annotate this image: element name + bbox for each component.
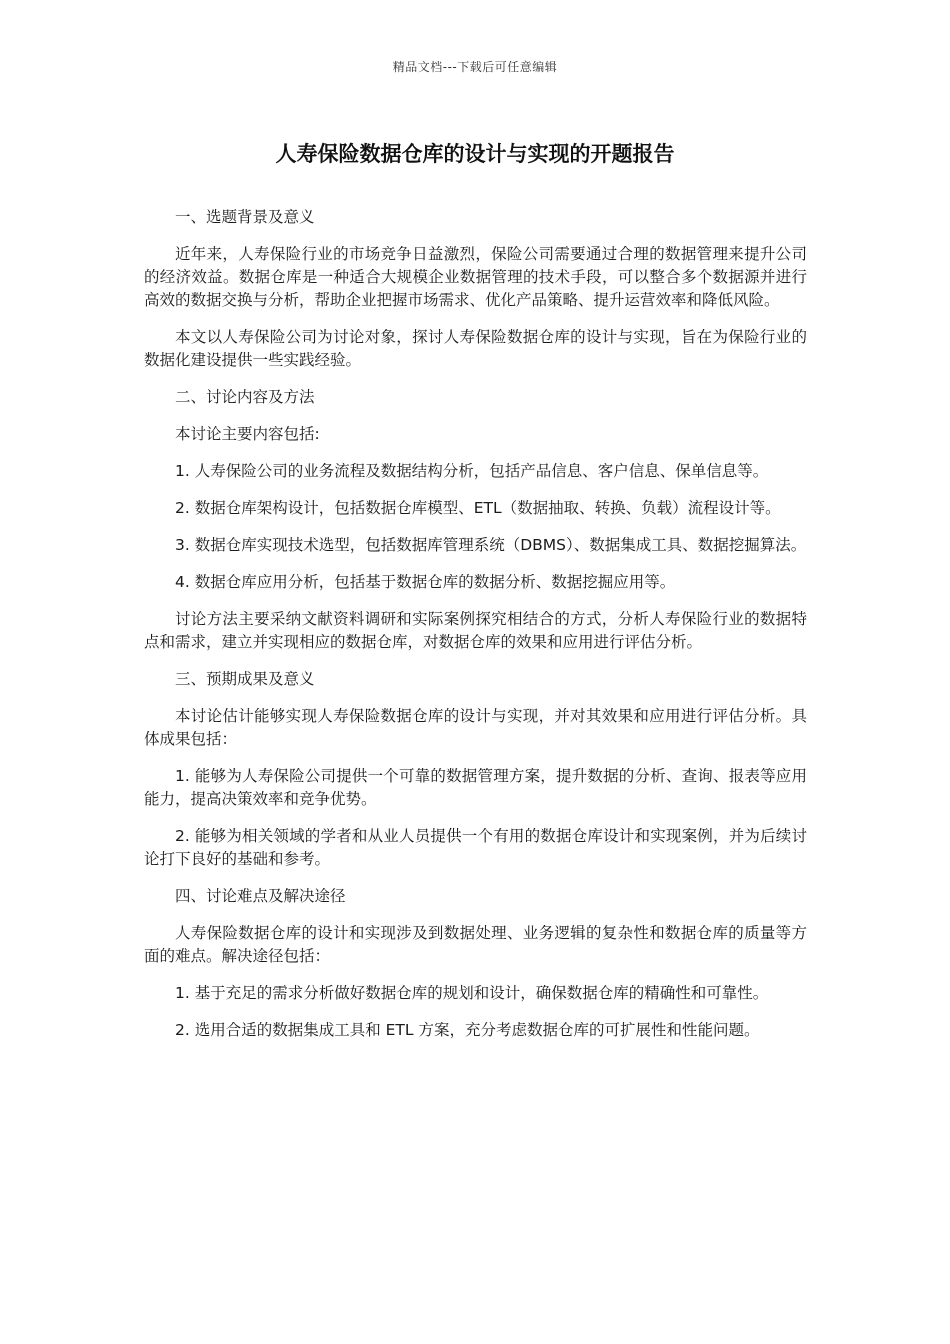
document-body [144,206,807,1056]
list-item: 1. 基于充足的需求分析做好数据仓库的规划和设计，确保数据仓库的精确性和可靠性。 [175,984,769,1002]
section-heading-background: 一、选题背景及意义 [175,208,315,226]
list-item: 2. 数据仓库架构设计，包括数据仓库模型、ETL（数据抽取、转换、负载）流程设计等。 [175,499,781,517]
section-heading-expected-results: 三、预期成果及意义 [175,670,315,688]
list-item: 2. 能够为相关领域的学者和从业人员提供一个有用的数据仓库设计和实现案例，并为后续讨论打下良好的基础和参考。 [144,827,807,868]
paragraph: 本讨论主要内容包括: [175,425,320,443]
list-item: 4. 数据仓库应用分析，包括基于数据仓库的数据分析、数据挖掘应用等。 [175,573,676,591]
list-item: 1. 人寿保险公司的业务流程及数据结构分析，包括产品信息、客户信息、保单信息等。 [175,462,769,480]
paragraph: 人寿保险数据仓库的设计和实现涉及到数据处理、业务逻辑的复杂性和数据仓库的质量等方面的难点。解决途径包括： [144,924,807,965]
paragraph: 本文以人寿保险公司为讨论对象，探讨人寿保险数据仓库的设计与实现，旨在为保险行业的数据化建设提供一些实践经验。 [144,328,807,369]
paragraph: 讨论方法主要采纳文献资料调研和实际案例探究相结合的方式，分析人寿保险行业的数据特点和需求，建立并实现相应的数据仓库，对数据仓库的效果和应用进行评估分析。 [144,610,807,651]
page-title: 人寿保险数据仓库的设计与实现的开题报告 [275,142,675,166]
list-item: 3. 数据仓库实现技术选型，包括数据库管理系统（DBMS）、数据集成工具、数据挖掘算法。 [175,536,807,554]
section-heading-difficulties: 四、讨论难点及解决途径 [175,887,346,905]
paragraph: 近年来，人寿保险行业的市场竞争日益激烈，保险公司需要通过合理的数据管理来提升公司的经济效益。数据仓库是一种适合大规模企业数据管理的技术手段，可以整合多个数据源并进行高效的数据交换与分析，帮助企业把握市场需求、优化产品策略、提升运营效率和降低风险。 [144,245,807,309]
paragraph: 本讨论估计能够实现人寿保险数据仓库的设计与实现，并对其效果和应用进行评估分析。具体成果包括： [144,707,807,748]
header-note: 精品文档---下载后可任意编辑 [392,60,558,74]
section-heading-content-methods: 二、讨论内容及方法 [175,388,315,406]
list-item: 2. 选用合适的数据集成工具和 ETL 方案，充分考虑数据仓库的可扩展性和性能问题。 [175,1021,760,1039]
list-item: 1. 能够为人寿保险公司提供一个可靠的数据管理方案，提升数据的分析、查询、报表等应用能力，提高决策效率和竞争优势。 [144,767,807,808]
